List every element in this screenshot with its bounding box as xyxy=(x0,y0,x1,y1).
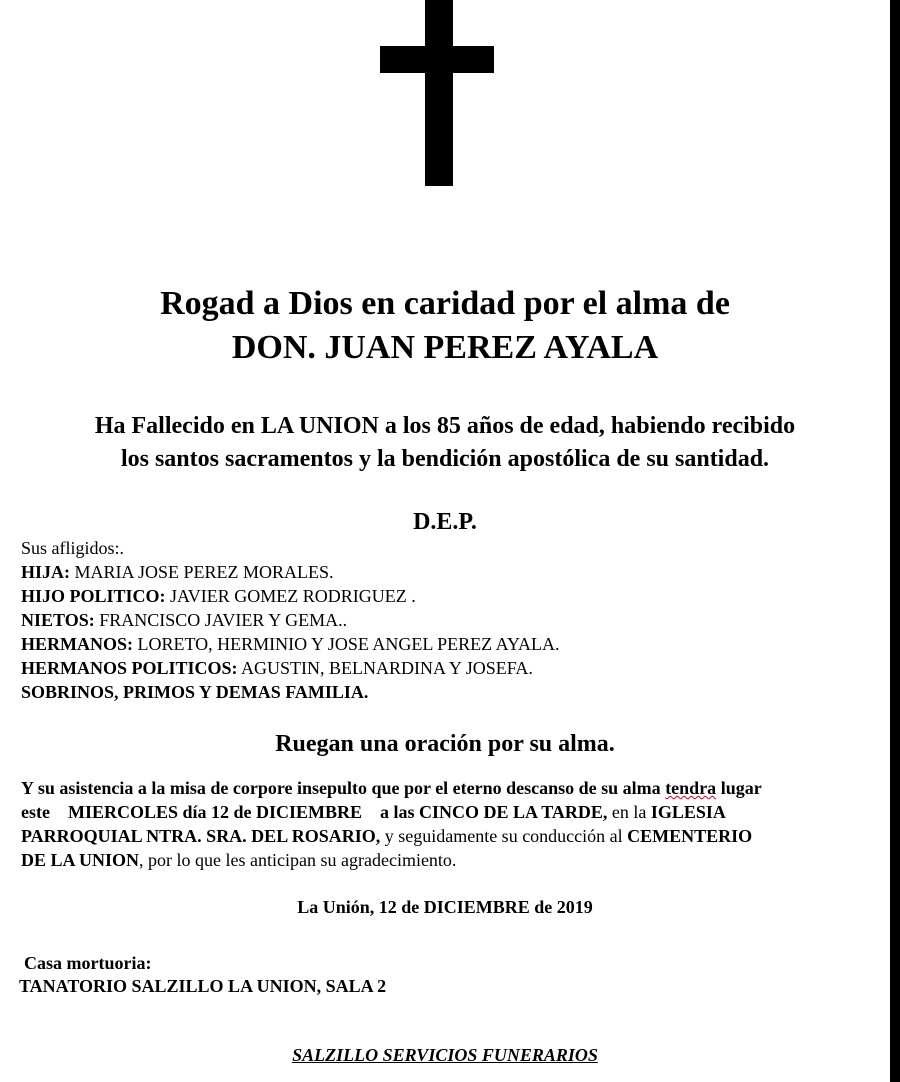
family-list xyxy=(21,536,560,704)
family-names: MARIA JOSE PEREZ MORALES. xyxy=(70,562,334,582)
prayer-request: Ruegan una oración por su alma. xyxy=(275,731,615,757)
family-role: HERMANOS: xyxy=(21,634,133,654)
family-role: NIETOS: xyxy=(21,610,95,630)
mass-day: MIERCOLES día 12 de DICIEMBRE xyxy=(67,802,363,822)
family-names: LORETO, HERMINIO Y JOSE ANGEL PEREZ AYALA. xyxy=(133,634,560,654)
mass-time: a las CINCO DE LA TARDE, xyxy=(380,802,608,822)
dep-label: D.E.P. xyxy=(413,509,477,535)
family-role: HIJO POLITICO: xyxy=(21,586,166,606)
mass-line-1 xyxy=(21,776,881,800)
mass-text: Y su asistencia a la misa de corpore insepulto que por el eterno descanso de su alma xyxy=(21,778,666,798)
funeral-home-name: TANATORIO SALZILLO LA UNION, SALA 2 xyxy=(19,976,387,996)
cross-icon xyxy=(425,0,453,186)
family-member xyxy=(21,656,560,680)
cross-icon-arm xyxy=(380,46,494,73)
funeral-service-signature: SALZILLO SERVICIOS FUNERARIOS xyxy=(292,1045,598,1065)
mass-place: IGLESIA xyxy=(650,802,726,822)
family-role: HIJA: xyxy=(21,562,70,582)
cemetery: DE LA UNION xyxy=(21,850,140,870)
death-announcement-line-1: Ha Fallecido en LA UNION a los 85 años de edad, habiendo recibido xyxy=(94,413,796,439)
family-member xyxy=(21,560,560,584)
family-role: HERMANOS POLITICOS: xyxy=(21,658,238,678)
funeral-home-label: Casa mortuoria: xyxy=(24,953,152,973)
family-names: JAVIER GOMEZ RODRIGUEZ . xyxy=(165,586,416,606)
mass-line-3 xyxy=(21,824,881,848)
mass-text: lugar xyxy=(716,778,762,798)
mass-text: , por lo que les anticipan su agradecimiento. xyxy=(139,850,457,870)
cemetery: CEMENTERIO xyxy=(627,826,753,846)
family-closing-text: SOBRINOS, PRIMOS Y DEMAS FAMILIA. xyxy=(21,682,369,702)
family-intro: Sus afligidos:. xyxy=(21,538,125,558)
family-names: FRANCISCO JAVIER Y GEMA.. xyxy=(94,610,348,630)
death-announcement-line-2: los santos sacramentos y la bendición apostólica de su santidad. xyxy=(120,446,770,472)
family-closing xyxy=(21,680,560,704)
family-member xyxy=(21,608,560,632)
mass-text: en la xyxy=(607,802,651,822)
mass-text: este xyxy=(21,802,50,822)
spellcheck-word: tendra xyxy=(665,778,717,798)
deceased-name: DON. JUAN PEREZ AYALA xyxy=(231,329,659,366)
mass-line-2 xyxy=(21,800,881,824)
mass-text: y seguidamente su conducción al xyxy=(380,826,628,846)
prayer-heading: Rogad a Dios en caridad por el alma de xyxy=(160,285,730,322)
family-member xyxy=(21,632,560,656)
mass-paragraph xyxy=(21,776,881,872)
mass-place: PARROQUIAL NTRA. SRA. DEL ROSARIO, xyxy=(21,826,381,846)
family-names: AGUSTIN, BELNARDINA Y JOSEFA. xyxy=(237,658,533,678)
family-member xyxy=(21,584,560,608)
date-line: La Unión, 12 de DICIEMBRE de 2019 xyxy=(297,897,593,917)
mass-line-4 xyxy=(21,848,881,872)
